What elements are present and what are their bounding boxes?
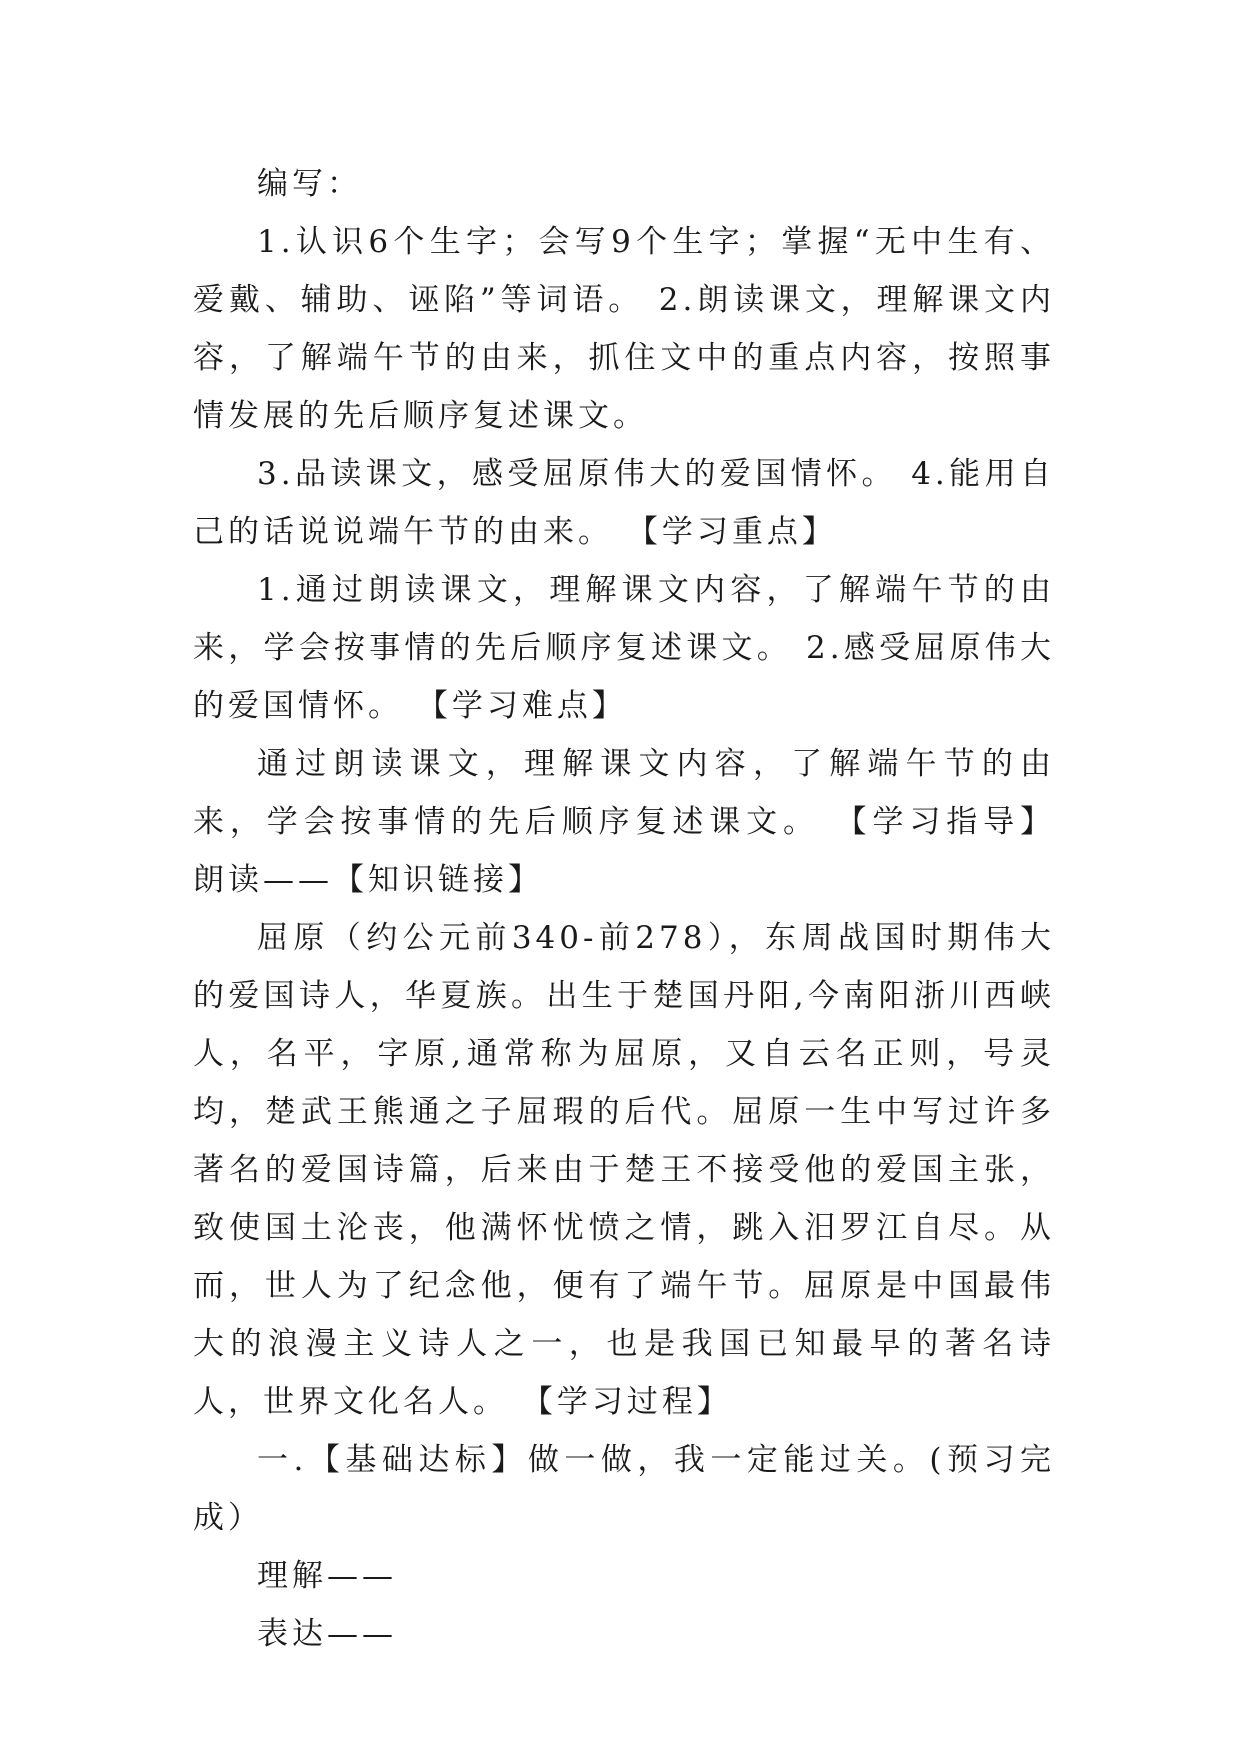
paragraph-objectives-1: 1.认识6个生字；会写9个生字；掌握“无中生有、爱戴、辅助、诬陷”等词语。 2.朗读课文，理解课文内容，了解端午节的由来，抓住文中的重点内容，按照事情发展的先后顺序复述课文。: [193, 224, 1055, 434]
paragraph-understand: 理解——: [257, 1558, 397, 1594]
paragraph-objectives-2: 3.品读课文，感受屈原伟大的爱国情怀。 4.能用自己的话说说端午节的由来。 【学习重点】: [193, 456, 1055, 550]
paragraph-difficulties: 通过朗读课文，理解课文内容，了解端午节的由来，学会按事情的先后顺序复述课文。 【学习指导】 朗读——【知识链接】: [193, 746, 1055, 898]
paragraph-express: 表达——: [257, 1616, 397, 1652]
document-body: [193, 155, 1055, 1663]
paragraph-basic-task: 一.【基础达标】做一做，我一定能过关。(预习完成）: [193, 1442, 1055, 1536]
paragraph-author: 编写：: [257, 166, 362, 202]
paragraph-knowledge-link: 屈原（约公元前340-前278），东周战国时期伟大的爱国诗人，华夏族。出生于楚国丹阳,今南阳浙川西峡人，名平，字原,通常称为屈原，又自云名正则，号灵均，楚武王熊通之子屈瑕的后代。屈原一生中写过许多著名的爱国诗篇，后来由于楚王不接受他的爱国主张，致使国土沦丧，他满怀忧愤之情，跳入汨罗江自尽。从而，世人为了纪念他，便有了端午节。屈原是中国最伟大的浪漫主义诗人之一，也是我国已知最早的著名诗人，世界文化名人。 【学习过程】: [193, 920, 1055, 1420]
paragraph-key-points: 1.通过朗读课文，理解课文内容，了解端午节的由来，学会按事情的先后顺序复述课文。 2.感受屈原伟大的爱国情怀。 【学习难点】: [193, 572, 1055, 724]
